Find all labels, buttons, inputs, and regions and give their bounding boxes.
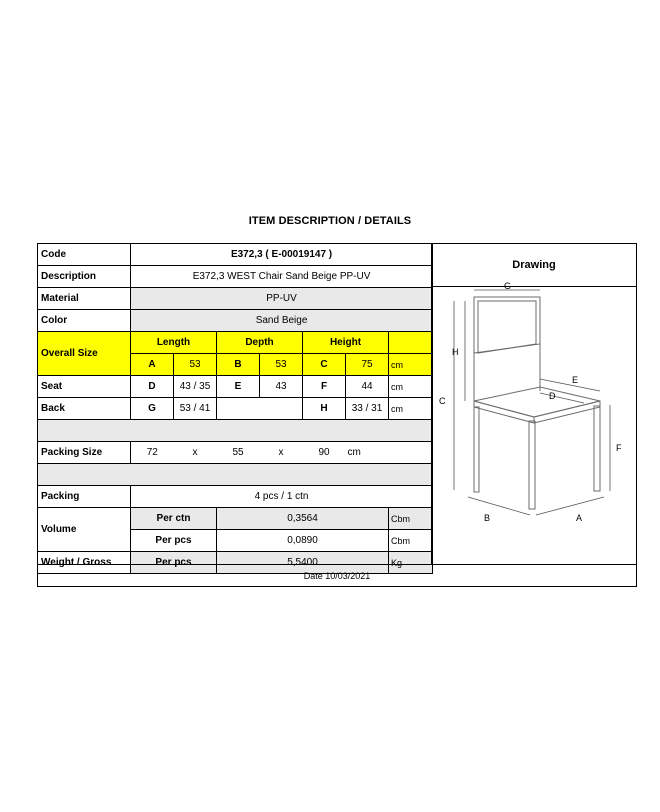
b-key: B <box>217 354 260 376</box>
description-label: Description <box>38 266 131 288</box>
f-value: 44 <box>346 376 389 398</box>
g-value: 53 / 41 <box>174 398 217 420</box>
chair-backrest-inner <box>478 301 536 353</box>
back-label: Back <box>38 398 131 420</box>
f-key: F <box>303 376 346 398</box>
unit-header-blank <box>389 332 433 354</box>
spec-sheet <box>37 243 637 587</box>
packing-label: Packing <box>38 486 131 508</box>
code-value: E372,3 ( E-00019147 ) <box>131 244 433 266</box>
sheet-title: ITEM DESCRIPTION / DETAILS <box>248 215 412 227</box>
chair-drawing <box>431 281 637 565</box>
depth-header: Depth <box>217 332 303 354</box>
packing-empty <box>389 442 433 464</box>
material-value: PP-UV <box>131 288 433 310</box>
b-value: 53 <box>260 354 303 376</box>
volume-label: Volume <box>38 508 131 552</box>
volume-per-ctn-value: 0,3564 <box>217 508 389 530</box>
chair-leg-left <box>474 407 479 492</box>
color-value: Sand Beige <box>131 310 433 332</box>
packing-height: 90 <box>303 442 346 464</box>
dim-label-e: E <box>572 375 579 385</box>
volume-per-pcs-label: Per pcs <box>131 530 217 552</box>
volume-per-ctn-label: Per ctn <box>131 508 217 530</box>
volume-per-pcs-unit: Cbm <box>389 530 433 552</box>
packing-x2: x <box>260 442 303 464</box>
date-footer: Date 10/03/2021 <box>37 564 637 587</box>
weight-unit: Kg <box>389 552 433 574</box>
dim-label-d: D <box>549 391 556 401</box>
d-value: 43 / 35 <box>174 376 217 398</box>
height-header: Height <box>303 332 389 354</box>
seat-label: Seat <box>38 376 131 398</box>
e-value: 43 <box>260 376 303 398</box>
h-value: 33 / 31 <box>346 398 389 420</box>
packing-width: 55 <box>217 442 260 464</box>
drawing-header: Drawing <box>431 243 637 287</box>
length-header: Length <box>131 332 217 354</box>
color-label: Color <box>38 310 131 332</box>
overall-size-label: Overall Size <box>38 332 131 376</box>
description-value: E372,3 WEST Chair Sand Beige PP-UV <box>131 266 433 288</box>
volume-per-ctn-unit: Cbm <box>389 508 433 530</box>
back-empty <box>217 398 303 420</box>
g-key: G <box>131 398 174 420</box>
c-value: 75 <box>346 354 389 376</box>
back-unit: cm <box>389 398 433 420</box>
spacer-row <box>38 420 433 442</box>
chair-seat-front <box>474 401 534 423</box>
spec-table <box>37 243 433 574</box>
chair-seat-side <box>534 401 600 423</box>
weight-value: 5,5400 <box>217 552 389 574</box>
a-key: A <box>131 354 174 376</box>
a-value: 53 <box>174 354 217 376</box>
c-key: C <box>303 354 346 376</box>
dim-line-b <box>468 497 530 515</box>
packing-value: 4 pcs / 1 ctn <box>131 486 433 508</box>
packing-size-label: Packing Size <box>38 442 131 464</box>
chair-leg-right <box>594 406 600 491</box>
dim-label-h: H <box>452 347 459 357</box>
volume-per-pcs-value: 0,0890 <box>217 530 389 552</box>
dim-label-f: F <box>616 443 622 453</box>
code-label: Code <box>38 244 131 266</box>
seat-unit: cm <box>389 376 433 398</box>
packing-length: 72 <box>131 442 174 464</box>
d-key: D <box>131 376 174 398</box>
weight-label: Weight / Gross <box>38 552 131 574</box>
h-key: H <box>303 398 346 420</box>
dim-line-d <box>540 393 584 403</box>
dim-line-a <box>536 497 604 515</box>
dim-label-g: G <box>504 281 512 291</box>
weight-per-pcs-label: Per pcs <box>131 552 217 574</box>
packing-unit: cm <box>346 442 389 464</box>
chair-leg-front <box>529 421 535 509</box>
overall-unit: cm <box>389 354 433 376</box>
spacer-row <box>38 464 433 486</box>
dim-label-a: A <box>576 513 583 523</box>
material-label: Material <box>38 288 131 310</box>
e-key: E <box>217 376 260 398</box>
packing-x1: x <box>174 442 217 464</box>
dim-label-c: C <box>439 396 446 406</box>
dim-label-b: B <box>484 513 491 523</box>
chair-drawing-svg <box>432 281 636 564</box>
